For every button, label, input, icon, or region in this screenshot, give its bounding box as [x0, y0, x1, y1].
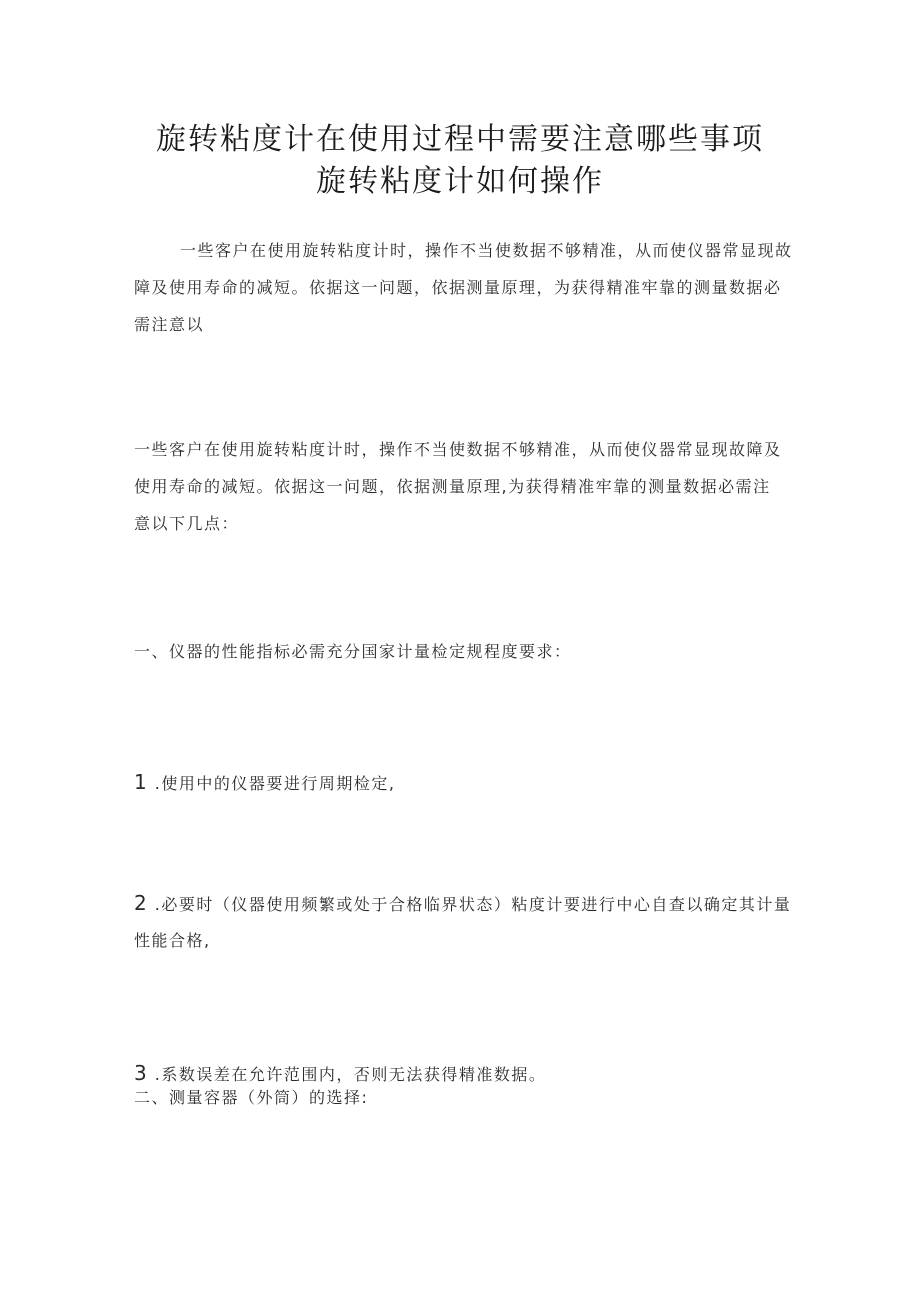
- document-title-line1: 旋转粘度计在使用过程中需要注意哪些事项: [156, 122, 764, 157]
- list-item-2-number: 2: [134, 891, 147, 915]
- list-item-3-number: 3: [134, 1061, 147, 1085]
- list-item-1-number: 1: [134, 770, 147, 794]
- intro-paragraph: 一些客户在使用旋转粘度计时，操作不当使数据不够精准，从而使仪器常显现故障及使用寿命的减短。依据这一问题，依据测量原理，为获得精准牢靠的测量数据必需注意以: [134, 241, 793, 334]
- list-item-1: [134, 767, 395, 799]
- list-item-3-text: .系数误差在允许范围内，否则无法获得精准数据。: [154, 1065, 547, 1084]
- document-title-line2: 旋转粘度计如何操作: [316, 164, 604, 199]
- section1-heading: 一、仪器的性能指标必需充分国家计量检定规程度要求：: [134, 642, 572, 661]
- list-item-2: [134, 885, 794, 959]
- section2-heading: 二、测量容器（外筒）的选择:: [134, 1088, 369, 1107]
- list-item-1-text: .使用中的仪器要进行周期检定,: [154, 774, 396, 793]
- intro-repeat-paragraph: 一些客户在使用旋转粘度计时，操作不当使数据不够精准，从而使仪器常显现故障及使用寿命的减短。依据这一问题，依据测量原理,为获得精准牢靠的测量数据必需注意以下几点：: [134, 440, 782, 533]
- list-item-2-text: .必要时（仪器使用频繁或处于合格临界状态）粘度计要进行中心自查以确定其计量性能合格,: [134, 895, 792, 950]
